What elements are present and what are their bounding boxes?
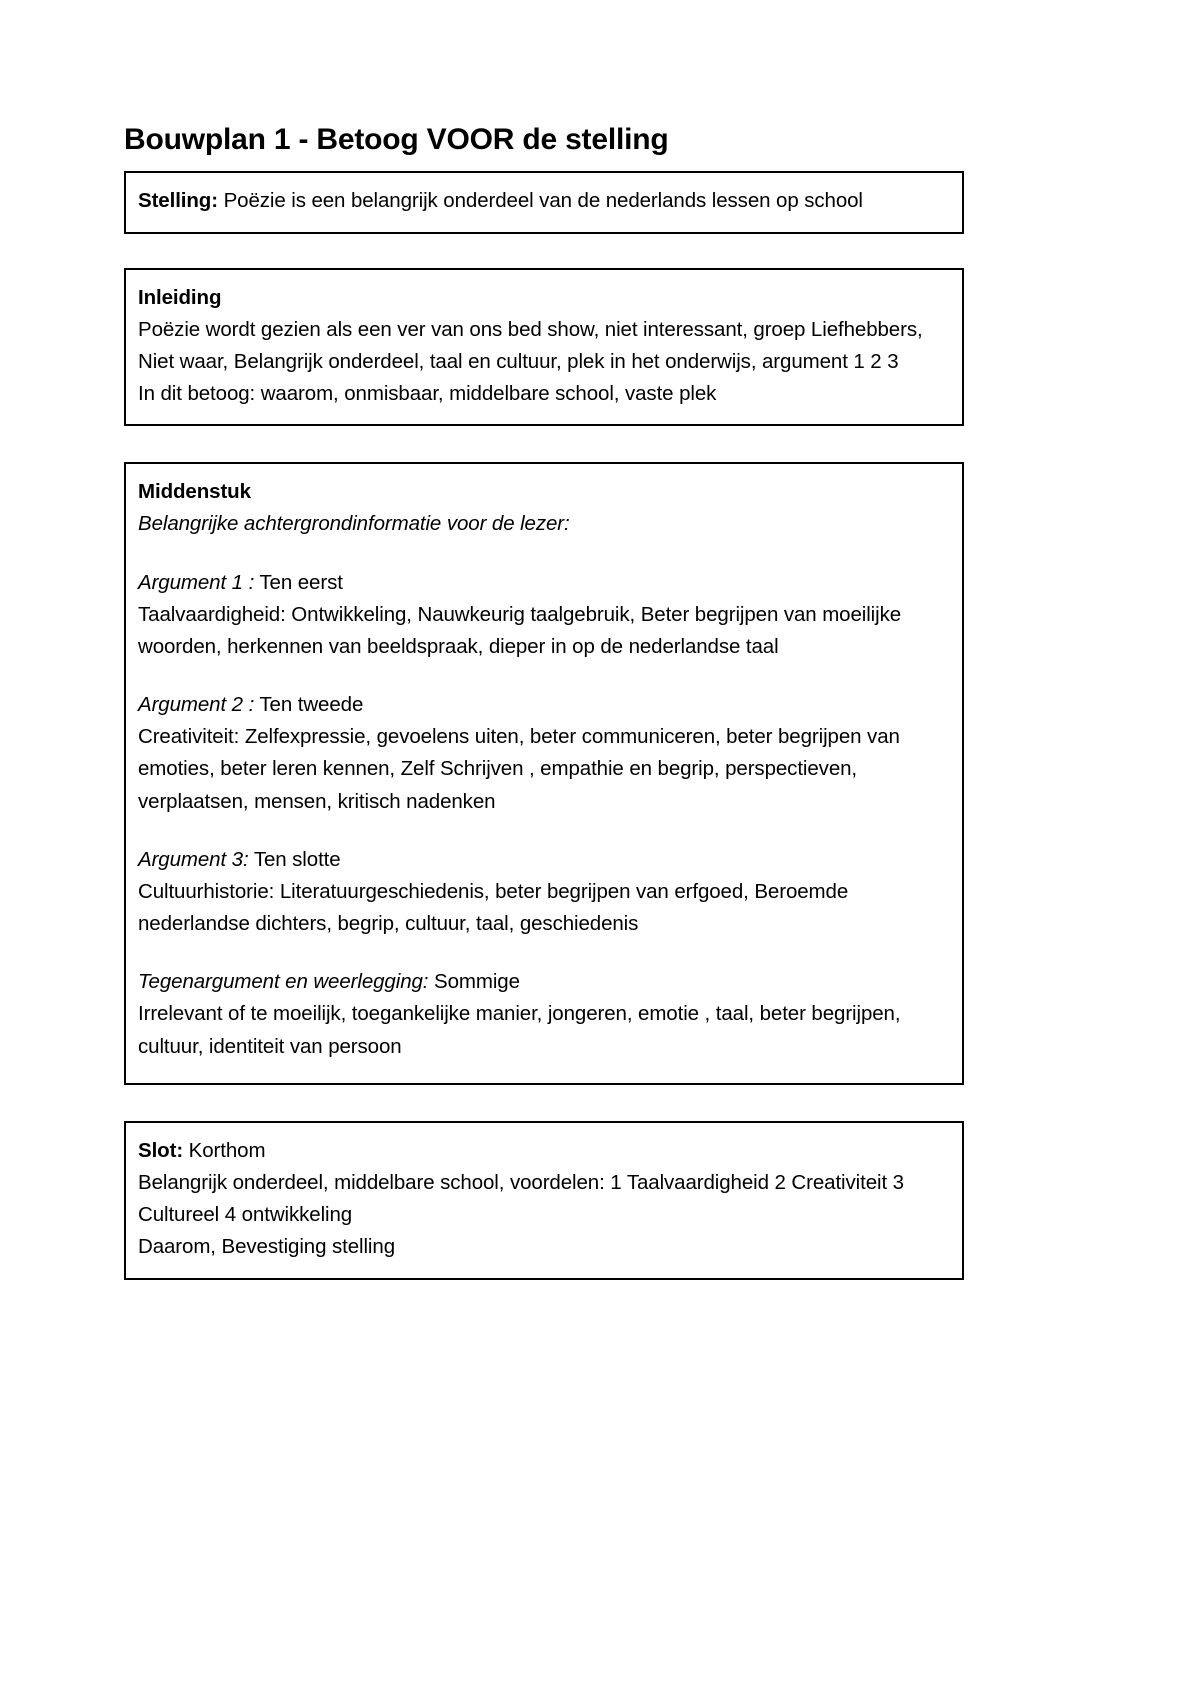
argument-2-label: Argument 2 : <box>138 693 255 717</box>
middenstuk-heading: Middenstuk <box>138 480 251 504</box>
spacer <box>138 940 948 966</box>
stelling-label: Stelling: <box>138 189 218 213</box>
stelling-paragraph <box>138 185 948 217</box>
spacer <box>138 663 948 689</box>
argument-2-heading <box>138 689 948 721</box>
argument-3-label: Argument 3: <box>138 847 249 871</box>
tegenargument-label: Tegenargument en weerlegging: <box>138 970 429 994</box>
tegenargument-heading <box>138 966 948 998</box>
middenstuk-subheading: Belangrijke achtergrondinformatie voor de lezer: <box>138 512 570 536</box>
document-content <box>124 122 964 1280</box>
stelling-text: Poëzie is een belangrijk onderdeel van de nederlands lessen op school <box>223 189 863 213</box>
inleiding-paragraph: Poëzie wordt gezien als een ver van ons bed show, niet interessant, groep Liefhebbers, Niet waar, Belangrijk onderdeel, taal en cultuur, plek in het onderwijs, argument 1 2 3 <box>138 317 923 373</box>
argument-1-body: Taalvaardigheid: Ontwikkeling, Nauwkeurig taalgebruik, Beter begrijpen van moeilijke woorden, herkennen van beeldspraak, dieper in op de nederlandse taal <box>138 602 902 658</box>
slot-label: Slot: <box>138 1138 184 1162</box>
middenstuk-box <box>124 462 964 1085</box>
argument-1-connector: Ten eerst <box>259 570 343 594</box>
inleiding-box <box>124 268 964 427</box>
argument-2-body: Creativiteit: Zelfexpressie, gevoelens uiten, beter communiceren, beter begrijpen van emoties, beter leren kennen, Zelf Schrijven , empathie en begrip, perspectieven, verplaatsen, mensen, kritisch nadenken <box>138 725 900 813</box>
slot-heading <box>138 1135 948 1167</box>
argument-1-label: Argument 1 : <box>138 570 255 594</box>
tegenargument-body: Irrelevant of te moeilijk, toegankelijke manier, jongeren, emotie , taal, beter begrijpen, cultuur, identiteit van persoon <box>138 1002 901 1058</box>
inleiding-heading: Inleiding <box>138 285 222 309</box>
slot-line-1: Belangrijk onderdeel, middelbare school, voordelen: 1 Taalvaardigheid 2 Creativiteit 3 Cultureel 4 ontwikkeling <box>138 1171 904 1227</box>
argument-2-connector: Ten tweede <box>259 693 364 717</box>
argument-1-heading <box>138 567 948 599</box>
argument-3-heading <box>138 844 948 876</box>
slot-connector: Korthom <box>188 1138 266 1162</box>
slot-box <box>124 1121 964 1280</box>
inleiding-betoog-line: In dit betoog: waarom, onmisbaar, middelbare school, vaste plek <box>138 382 717 406</box>
argument-3-body: Cultuurhistorie: Literatuurgeschiedenis, beter begrijpen van erfgoed, Beroemde nederlandse dichters, begrip, cultuur, taal, geschiedenis <box>138 879 849 936</box>
spacer <box>138 541 948 567</box>
tegenargument-connector: Sommige <box>434 970 520 994</box>
stelling-box <box>124 171 964 233</box>
argument-3-connector: Ten slotte <box>253 847 341 871</box>
page-title: Bouwplan 1 - Betoog VOOR de stelling <box>124 123 669 156</box>
slot-line-2: Daarom, Bevestiging stelling <box>138 1235 395 1259</box>
spacer <box>138 818 948 844</box>
